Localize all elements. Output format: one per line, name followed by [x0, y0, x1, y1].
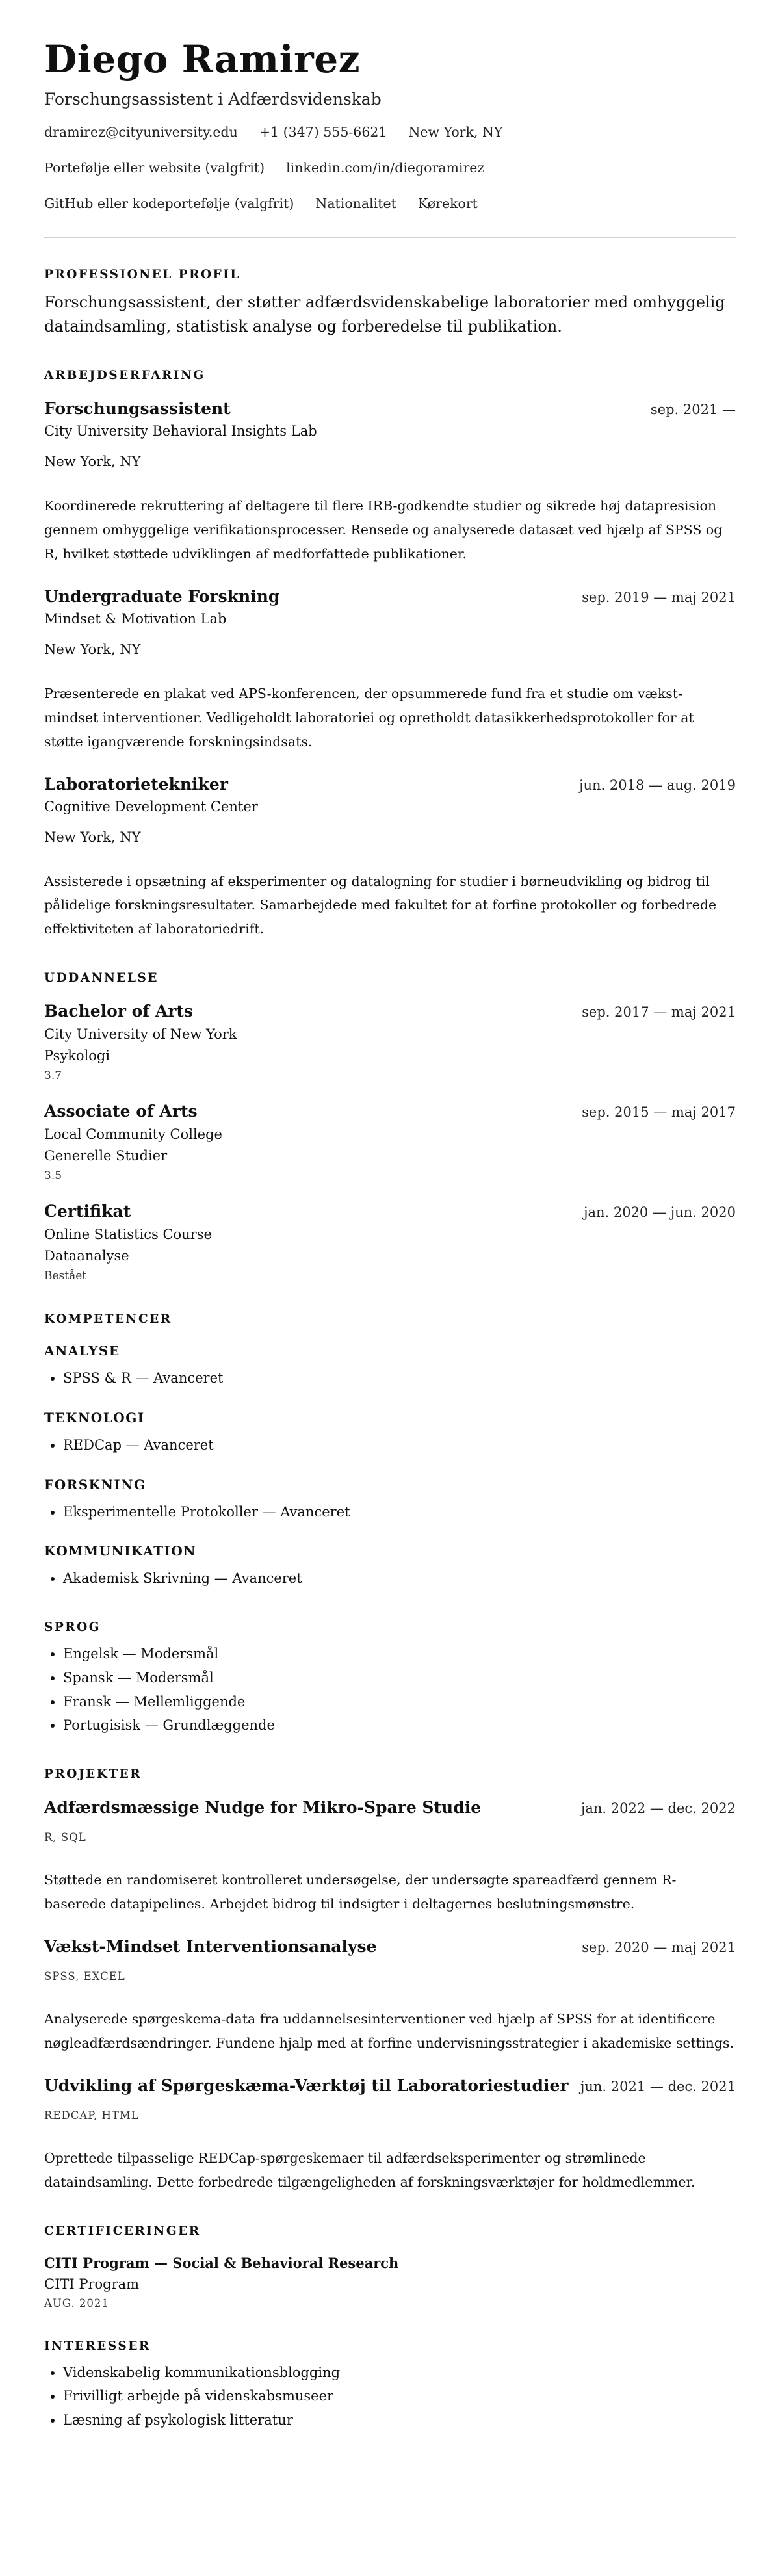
profile-summary: Forschungsassistent, der støtter adfærdsvidenskabelige laboratorier med omhyggelig dataindsamling, statistisk analyse og forberedelse til publikation. [44, 293, 725, 335]
project-tech: SPSS, EXCEL [44, 1970, 125, 1983]
skill-list [44, 1567, 736, 1591]
language-item: • Portugisisk — Grundlæggende [63, 1713, 736, 1737]
project-dates: jun. 2021 — dec. 2021 [580, 2078, 736, 2094]
skill-item: • SPSS & R — Avanceret [63, 1366, 736, 1390]
portfolio-link[interactable]: Portefølje eller website (valgfrit) [44, 159, 265, 176]
skill-list [44, 1500, 736, 1524]
education-entry [44, 1202, 736, 1282]
degree: Associate of Arts [44, 1102, 198, 1121]
job-title: Undergraduate Forskning [44, 586, 280, 606]
employer: Cognitive Development Center [44, 798, 258, 814]
education-dates: jan. 2020 — jun. 2020 [583, 1204, 736, 1221]
skill-list [44, 1366, 736, 1390]
project-description: Støttede en randomiseret kontrolleret undersøgelse, der undersøgte spareadfærd gennem R-baserede datapipelines. Arbejdet bidrog til indsigter i deltagernes beslutningsmønstre. [44, 1872, 677, 1912]
contact-row [44, 196, 736, 211]
section-heading-profile: PROFESSIONEL PROFIL [44, 267, 240, 281]
language-item: • Spansk — Modersmål [63, 1666, 736, 1690]
header-divider [44, 237, 736, 238]
section-heading-skills: KOMPETENCER [44, 1312, 172, 1327]
section-heading-languages: SPROG [44, 1620, 101, 1635]
project-tech: R, SQL [44, 1831, 86, 1844]
project-entry [44, 1798, 736, 1916]
project-title: Udvikling af Spørgeskæma-Værktøj til Laboratoriestudier [44, 2075, 569, 2095]
linkedin-link[interactable]: linkedin.com/in/diegoramirez [286, 159, 485, 176]
skill-item: • Akademisk Skrivning — Avanceret [63, 1567, 736, 1591]
job-title: Laboratorietekniker [44, 774, 228, 794]
project-description: Analyserede spørgeskema-data fra uddannelsesinterventioner ved hjælp af SPSS for at identificere nøgleadfærdsændringer. Fundene hjalp med at forfine undervisningsstrategier i akademiske settings. [44, 2010, 734, 2051]
skill-category: ANALYSE [44, 1343, 120, 1359]
experience-entry [44, 587, 736, 754]
language-item: • Engelsk — Modersmål [63, 1642, 736, 1666]
job-description: Præsenterede en plakat ved APS-konferencen, der opsummerede fund fra et studie om vækst-mindset interventioner. Vedligeholdt laboratoriei og opretholdt datasikkerhedsprotokoller for at støtte igangværende forskningsindsats. [44, 685, 694, 749]
education-dates: sep. 2015 — maj 2017 [582, 1104, 736, 1121]
nationality: Nationalitet [315, 195, 396, 211]
skill-item: • REDCap — Avanceret [63, 1433, 736, 1457]
email-link[interactable]: dramirez@cityuniversity.edu [44, 124, 238, 140]
candidate-name: Diego Ramirez [44, 37, 361, 81]
degree: Certifikat [44, 1202, 131, 1221]
education-entry [44, 1102, 736, 1182]
certification-title: CITI Program — Social & Behavioral Research [44, 2254, 399, 2271]
skill-list [44, 1433, 736, 1457]
candidate-title: Forschungsassistent i Adfærdsvidenskab [44, 89, 382, 109]
contact-row [44, 124, 736, 140]
field-of-study: Psykologi [44, 1048, 110, 1064]
grade: Bestået [44, 1269, 87, 1283]
job-description: Assisterede i opsætning af eksperimenter og datalogning for studier i børneudvikling og bidrog til pålidelige forskningsresultater. Samarbejdede med fakultet for at forfine protokoller og forbedrede effektiviteten af laboratoriedrift. [44, 873, 717, 937]
project-tech: REDCAP, HTML [44, 2109, 139, 2122]
project-description: Oprettede tilpasselige REDCap-spørgeskemaer til adfærdseksperimenter og strømlinede dataindsamling. Dette forbedrede tilgængeligheden af forskningsværktøjer for holdmedlemmer. [44, 2150, 696, 2190]
job-dates: sep. 2019 — maj 2021 [582, 589, 736, 605]
education-entry [44, 1002, 736, 1082]
certification-date: AUG. 2021 [44, 2296, 109, 2309]
section-heading-projects: PROJEKTER [44, 1767, 142, 1782]
employer: City University Behavioral Insights Lab [44, 423, 317, 439]
project-title: Vækst-Mindset Interventionsanalyse [44, 1936, 377, 1956]
section-heading-certifications: CERTIFICERINGER [44, 2224, 201, 2238]
project-entry [44, 1937, 736, 2055]
section-heading-experience: ARBEJDSERFARING [44, 369, 205, 383]
job-location: New York, NY [44, 829, 141, 845]
skill-category: FORSKNING [44, 1476, 146, 1492]
skill-item: • Eksperimentelle Protokoller — Avanceret [63, 1500, 736, 1524]
job-dates: sep. 2021 — [650, 402, 736, 418]
project-entry [44, 2076, 736, 2194]
employer: Mindset & Motivation Lab [44, 610, 227, 627]
job-location: New York, NY [44, 641, 141, 657]
section-heading-interests: INTERESSER [44, 2339, 151, 2353]
project-dates: jan. 2022 — dec. 2022 [580, 1801, 736, 1817]
school: Online Statistics Course [44, 1227, 212, 1243]
contact-row [44, 160, 736, 176]
github-link[interactable]: GitHub eller kodeportefølje (valgfrit) [44, 195, 294, 211]
interest-item: • Frivilligt arbejde på videnskabsmuseer [63, 2384, 736, 2408]
experience-entry [44, 399, 736, 566]
job-description: Koordinerede rekruttering af deltagere til flere IRB-godkendte studier og sikrede høj datapresision gennem omhyggelige verifikationsprocesser. Rensede og analyserede datasæt ved hjælp af SPSS og R, hvilket støttede udviklingen af medforfattede publikationer. [44, 498, 723, 562]
education-dates: sep. 2017 — maj 2021 [582, 1004, 736, 1021]
experience-entry [44, 775, 736, 942]
job-title: Forschungsassistent [44, 399, 231, 419]
certification-issuer: CITI Program [44, 2276, 140, 2292]
job-dates: jun. 2018 — aug. 2019 [579, 777, 736, 793]
interest-item: • Videnskabelig kommunikationsblogging [63, 2361, 736, 2385]
language-item: • Fransk — Mellemliggende [63, 1690, 736, 1714]
location: New York, NY [408, 124, 503, 140]
field-of-study: Dataanalyse [44, 1248, 129, 1264]
school: City University of New York [44, 1026, 237, 1043]
interest-list [44, 2361, 736, 2432]
project-dates: sep. 2020 — maj 2021 [582, 1939, 736, 1955]
school: Local Community College [44, 1126, 222, 1143]
grade: 3.5 [44, 1169, 62, 1183]
skill-category: KOMMUNIKATION [44, 1543, 197, 1559]
language-list [44, 1642, 736, 1737]
field-of-study: Generelle Studier [44, 1148, 168, 1164]
project-title: Adfærdsmæssige Nudge for Mikro-Spare Studie [44, 1798, 482, 1817]
degree: Bachelor of Arts [44, 1002, 194, 1021]
job-location: New York, NY [44, 454, 141, 470]
interest-item: • Læsning af psykologisk litteratur [63, 2408, 736, 2432]
drivers-license: Kørekort [417, 195, 478, 211]
grade: 3.7 [44, 1069, 62, 1083]
phone-number[interactable]: +1 (347) 555-6621 [259, 124, 387, 140]
section-heading-education: UDDANNELSE [44, 971, 159, 985]
skill-category: TEKNOLOGI [44, 1409, 145, 1425]
